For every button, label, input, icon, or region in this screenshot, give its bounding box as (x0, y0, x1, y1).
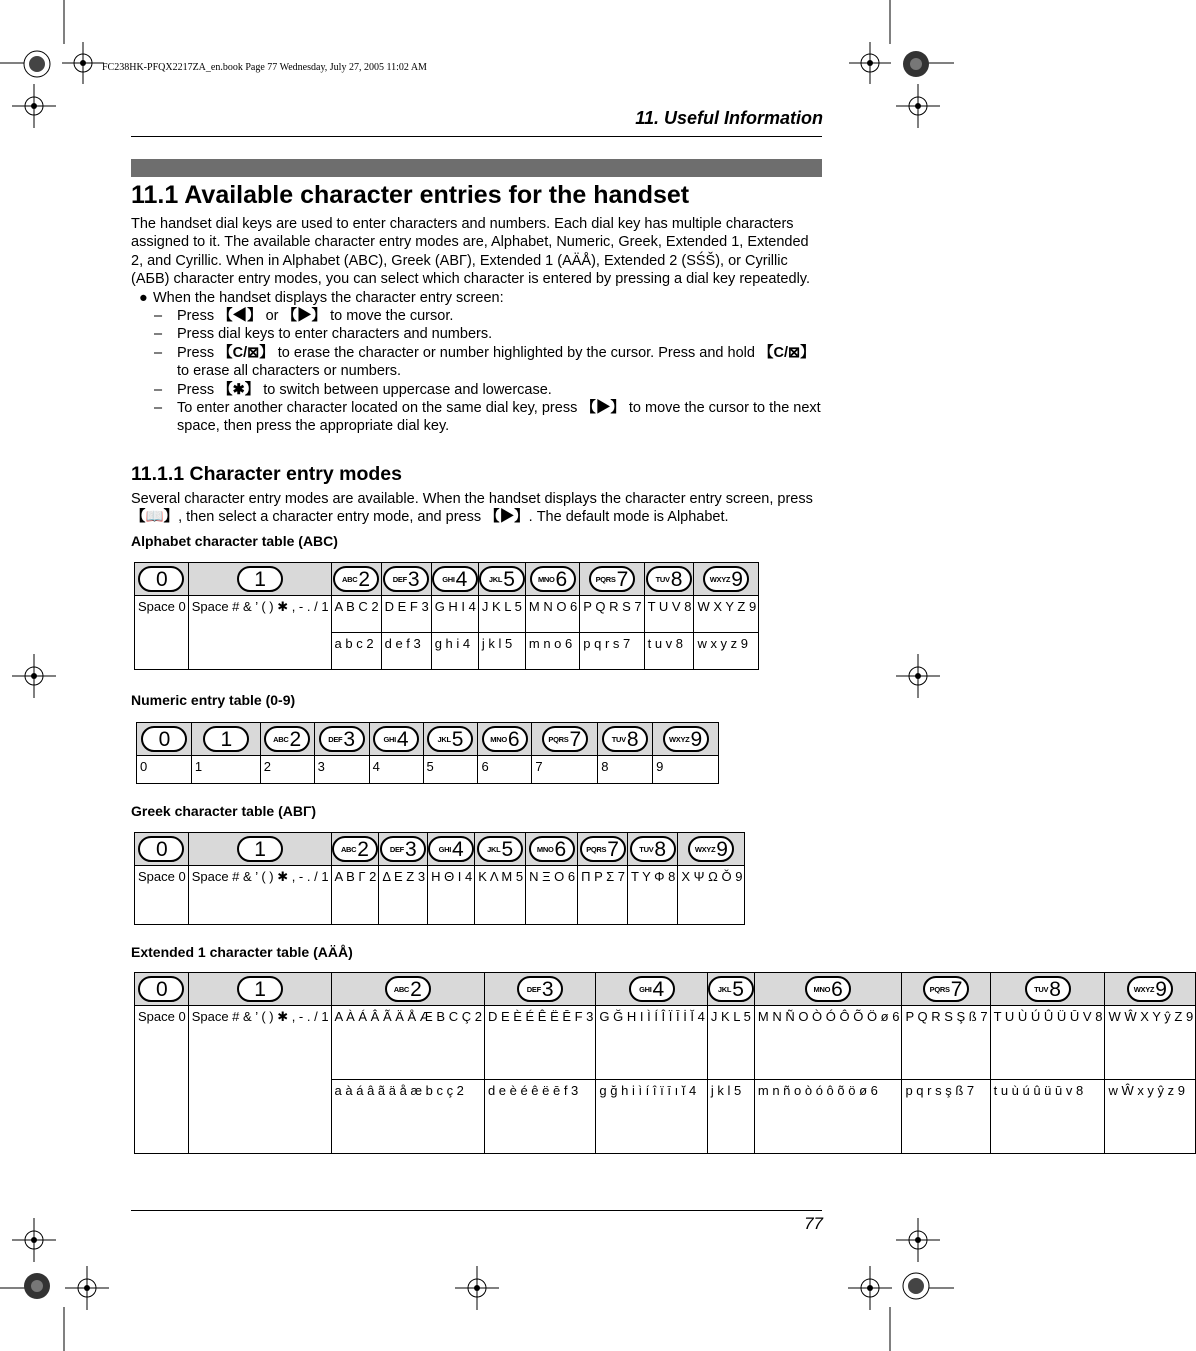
dial-key-letters: WXYZ (1133, 984, 1155, 994)
dial-key-9-icon (1127, 976, 1173, 1002)
dial-key-cell (1105, 973, 1196, 1006)
dial-key-digit: 6 (554, 837, 567, 861)
dial-key-digit: 3 (541, 977, 554, 1001)
dial-key-letters: TUV (611, 734, 626, 744)
dial-key-digit: 4 (652, 977, 665, 1001)
dial-key-6-icon (530, 566, 576, 592)
table-cell: p q r s ş ß 7 (902, 1080, 990, 1154)
table-cell: Τ Υ Φ 8 (628, 866, 678, 925)
table-cell: Χ Ψ Ω Ǒ 9 (678, 866, 745, 925)
dial-key-digit: 1 (254, 977, 266, 1001)
dial-key-cell (628, 833, 678, 866)
table-cell: W X Y Z 9 (694, 596, 759, 633)
dial-key-7-icon (580, 836, 626, 862)
dial-key-4-icon (373, 726, 419, 752)
table-cell: d e f 3 (381, 633, 431, 670)
table-cell: 5 (423, 756, 478, 784)
dial-key-letters: WXYZ (709, 574, 731, 584)
extended1-table-caption: Extended 1 character table (AÄÅ) (131, 944, 353, 960)
dial-key-letters: DEF (526, 984, 541, 994)
dial-key-cell (260, 723, 314, 756)
dial-key-digit: 0 (156, 977, 168, 1001)
bullet-item (131, 289, 823, 307)
step-item: – Press 【C/⊠】 to erase the character or number highlighted by the cursor. Press and hold 【C/⊠】 to erase all characters or numbers. (154, 344, 815, 380)
table-cell: w Ŵ x y ŷ z 9 (1105, 1080, 1196, 1154)
dial-key-cell (379, 833, 428, 866)
dial-key-digit: 2 (358, 567, 371, 591)
dial-key-digit: 8 (654, 837, 667, 861)
dial-key-cell (754, 973, 902, 1006)
dial-key-cell (475, 833, 526, 866)
dial-key-letters: MNO (537, 574, 555, 584)
dial-key-digit: 8 (670, 567, 683, 591)
dial-key-2-icon (333, 566, 379, 592)
dial-key-digit: 3 (343, 727, 355, 751)
table-cell: g h i 4 (431, 633, 478, 670)
bullet-text: When the handset displays the character entry screen: (153, 289, 504, 306)
greek-table-caption: Greek character table (ΑΒΓ) (131, 803, 317, 819)
dial-key-digit: 4 (455, 567, 468, 591)
dial-key-cell (381, 563, 431, 596)
dial-key-letters: ABC (342, 574, 358, 584)
dial-key-8-icon (630, 836, 676, 862)
dial-key-digit: 2 (289, 727, 302, 751)
dial-key-cell (331, 833, 379, 866)
dial-key-cell (191, 723, 260, 756)
dial-key-cell (596, 973, 707, 1006)
dial-key-5-icon (477, 836, 523, 862)
table-cell: j k l 5 (707, 1080, 754, 1154)
dial-key-4-icon (428, 836, 474, 862)
table-cell: j k l 5 (478, 633, 525, 670)
bullet-dot: ● (139, 289, 148, 306)
dial-key-8-icon (1025, 976, 1071, 1002)
dial-key-cell (532, 723, 598, 756)
star-key-icon: 【✱】 (218, 381, 260, 398)
dial-key-digit: 1 (220, 727, 233, 751)
dial-key-digit: 1 (254, 837, 266, 861)
greek-character-table (134, 832, 745, 925)
table-cell: P Q R S 7 (580, 596, 644, 633)
dial-key-letters: GHI (442, 574, 455, 584)
step-item: – To enter another character located on the same dial key, press 【▶】 to move the cursor to the next space, then press the appropriate dial key. (154, 400, 821, 435)
key-row (135, 833, 745, 866)
step-item: – Press dial keys to enter characters and numbers. (154, 326, 493, 343)
key-row (137, 723, 719, 756)
dial-key-letters: WXYZ (668, 734, 690, 744)
dial-key-letters: MNO (536, 844, 554, 854)
dial-key-letters: PQRS (595, 574, 616, 584)
dial-key-cell (135, 973, 189, 1006)
step-item: – Press 【✱】 to switch between uppercase and lowercase. (154, 381, 552, 398)
dial-key-5-icon (479, 566, 525, 592)
table-cell: P Q R S Ş ß 7 (902, 1006, 990, 1080)
numeric-table-caption: Numeric entry table (0-9) (131, 692, 296, 708)
dial-key-digit: 7 (607, 837, 619, 861)
dial-key-letters: JKL (487, 844, 501, 854)
table-cell: Space 0 (135, 596, 189, 670)
dial-key-6-icon (805, 976, 851, 1002)
table-cell: d e è é ê ë ē f 3 (484, 1080, 595, 1154)
dial-key-cell (331, 973, 484, 1006)
dial-key-3-icon (383, 566, 429, 592)
dial-key-cell (478, 723, 532, 756)
table-cell: G Ğ H I Ì Í Î Ï Ī İ Ĭ 4 (596, 1006, 707, 1080)
numeric-entry-table (136, 722, 719, 784)
dial-key-2-icon (385, 976, 431, 1002)
dial-key-7-icon (589, 566, 635, 592)
dial-key-digit: 7 (569, 727, 582, 751)
table-cell: Space # & ’ ( ) ✱ , - . / 1 (188, 596, 331, 670)
dial-key-0-icon (138, 566, 184, 592)
dial-key-letters: JKL (717, 984, 732, 994)
dial-key-2-icon (332, 836, 378, 862)
dial-key-5-icon (708, 976, 754, 1002)
left-key-icon: 【◀】 (218, 308, 262, 325)
dial-key-1-icon (237, 566, 283, 592)
page-number: 77 (804, 1214, 823, 1233)
table-cell: 2 (260, 756, 314, 784)
table-cell: t u ù ú û ü ū v 8 (990, 1080, 1105, 1154)
dial-key-letters: TUV (639, 844, 654, 854)
dial-key-9-icon (663, 726, 709, 752)
table-cell: J K L 5 (707, 1006, 754, 1080)
header-rule (131, 136, 822, 137)
dial-key-letters: JKL (437, 734, 451, 744)
dial-key-digit: 9 (731, 567, 743, 591)
alphabet-character-table (134, 562, 759, 670)
table-cell: m n ñ o ò ó ô õ ö ø 6 (754, 1080, 902, 1154)
dial-key-letters: GHI (383, 734, 396, 744)
dial-key-letters: ABC (340, 844, 357, 854)
section-header: 11. Useful Information (635, 108, 823, 128)
table-cell: g ğ h i ì í î ï ī ı ĭ 4 (596, 1080, 707, 1154)
dial-key-cell (478, 563, 525, 596)
table-cell: 0 (137, 756, 192, 784)
page-title: 11.1 Available character entries for the handset (131, 181, 690, 209)
dial-key-cell (902, 973, 990, 1006)
dial-key-cell (137, 723, 192, 756)
dial-key-0-icon (138, 976, 184, 1002)
dial-key-digit: 9 (690, 727, 703, 751)
dial-key-1-icon (203, 726, 249, 752)
dial-key-digit: 0 (158, 727, 171, 751)
table-cell: D E F 3 (381, 596, 431, 633)
table-cell: J K L 5 (478, 596, 525, 633)
dial-key-cell (990, 973, 1105, 1006)
dial-key-digit: 1 (254, 567, 266, 591)
print-info: FC238HK-PFQX2217ZA_en.book Page 77 Wednesday, July 27, 2005 11:02 AM (102, 62, 427, 73)
table-cell: Space # & ’ ( ) ✱ , - . / 1 (188, 1006, 331, 1154)
right-key-icon: 【▶】 (485, 509, 529, 526)
dial-key-digit: 9 (716, 837, 728, 861)
footer-rule (131, 1210, 822, 1211)
dial-key-cell (644, 563, 694, 596)
dial-key-1-icon (237, 836, 283, 862)
dial-key-letters: GHI (639, 984, 652, 994)
subsection-title: 11.1.1 Character entry modes (131, 463, 402, 485)
key-row (135, 973, 1196, 1006)
dial-key-letters: JKL (488, 574, 503, 584)
step-item: – Press 【◀】 or 【▶】 to move the cursor. (154, 308, 454, 325)
dial-key-letters: TUV (655, 574, 670, 584)
table-cell: T U Ù Ú Û Ü Ū V 8 (990, 1006, 1105, 1080)
dial-key-3-icon (380, 836, 426, 862)
table-cell: M N Ñ O Ò Ó Ô Õ Ö ø 6 (754, 1006, 902, 1080)
dial-key-cell (369, 723, 423, 756)
dial-key-letters: PQRS (929, 984, 950, 994)
dial-key-letters: WXYZ (694, 844, 716, 854)
table-cell: T U V 8 (644, 596, 694, 633)
table-cell: A À Á Â Ã Ä Å Æ B C Ç 2 (331, 1006, 484, 1080)
dial-key-letters: GHI (438, 844, 452, 854)
dial-key-cell (578, 833, 628, 866)
right-key-icon: 【▶】 (581, 400, 625, 417)
table-cell: A B C 2 (331, 596, 381, 633)
dial-key-digit: 2 (410, 977, 422, 1001)
dial-key-cell (428, 833, 475, 866)
dial-key-cell (653, 723, 719, 756)
dial-key-cell (678, 833, 745, 866)
table-cell: G H I 4 (431, 596, 478, 633)
dial-key-0-icon (138, 836, 184, 862)
table-cell: 9 (653, 756, 719, 784)
dial-key-letters: PQRS (586, 844, 607, 854)
table-cell: 6 (478, 756, 532, 784)
table-cell: Space 0 (135, 866, 189, 925)
table-cell: Η Θ Ι 4 (428, 866, 475, 925)
dial-key-cell (423, 723, 478, 756)
dial-key-digit: 8 (1049, 977, 1061, 1001)
dial-key-cell (188, 833, 331, 866)
table-cell: M N O 6 (525, 596, 579, 633)
dial-key-cell (135, 563, 189, 596)
dial-key-letters: DEF (328, 734, 343, 744)
table-cell: w x y z 9 (694, 633, 759, 670)
dial-key-3-icon (319, 726, 365, 752)
table-cell: Κ Λ Μ 5 (475, 866, 526, 925)
dial-key-letters: MNO (813, 984, 831, 994)
dial-key-cell (525, 563, 579, 596)
dial-key-4-icon (432, 566, 478, 592)
dial-key-cell (484, 973, 595, 1006)
dial-key-4-icon (629, 976, 675, 1002)
clear-key-icon: 【C/⊠】 (218, 344, 274, 361)
modes-paragraph: Several character entry modes are available. When the handset displays the character entry screen, press 【📖】, then select a character entry mode, and press 【▶】. The default mode is Alphabet. (131, 491, 813, 526)
dial-key-cell (694, 563, 759, 596)
extended1-character-table (134, 972, 1196, 1154)
dial-key-cell (188, 563, 331, 596)
table-cell: p q r s 7 (580, 633, 644, 670)
dial-key-digit: 5 (503, 567, 515, 591)
dial-key-cell (431, 563, 478, 596)
intro-block (131, 215, 823, 436)
key-row (135, 563, 759, 596)
dial-key-letters: PQRS (548, 734, 569, 744)
table-cell: Space # & ’ ( ) ✱ , - . / 1 (188, 866, 331, 925)
dial-key-cell (526, 833, 578, 866)
dial-key-digit: 8 (626, 727, 639, 751)
dial-key-letters: DEF (392, 574, 407, 584)
title-bar (131, 159, 822, 177)
dial-key-9-icon (688, 836, 734, 862)
dial-key-8-icon (602, 726, 648, 752)
dial-key-digit: 5 (501, 837, 514, 861)
intro-paragraph: The handset dial keys are used to enter characters and numbers. Each dial key has multiple characters assigned to it. The available character entry modes are, Alphabet, Numeric, Greek, Extended 1, Extended 2, and Cyrillic. When in Alphabet (ABC), Greek (ΑΒΓ), Extended 1 (AÄÅ), Extended 2 (SŚŠ), or Cyrillic (АБВ) character entry modes, you can select which character is entered by pressing a dial key repeatedly. (131, 216, 810, 288)
table-cell: Ν Ξ Ο 6 (526, 866, 578, 925)
dial-key-digit: 7 (616, 567, 629, 591)
table-cell: 1 (191, 756, 260, 784)
dial-key-7-icon (923, 976, 969, 1002)
dial-key-digit: 5 (451, 727, 464, 751)
table-cell: Space 0 (135, 1006, 189, 1154)
dial-key-letters: MNO (490, 734, 507, 744)
right-key-icon: 【▶】 (282, 308, 327, 325)
table-cell: 8 (598, 756, 653, 784)
alphabet-table-caption: Alphabet character table (ABC) (131, 533, 338, 549)
dial-key-7-icon (542, 726, 588, 752)
table-cell: a b c 2 (331, 633, 381, 670)
dial-key-digit: 3 (404, 837, 417, 861)
table-cell: W Ŵ X Y ŷ Z 9 (1105, 1006, 1196, 1080)
table-cell: 4 (369, 756, 423, 784)
dial-key-cell (314, 723, 369, 756)
dial-key-cell (331, 563, 381, 596)
table-cell: m n o 6 (525, 633, 579, 670)
table-cell: 3 (314, 756, 369, 784)
dial-key-9-icon (703, 566, 749, 592)
dial-key-digit: 2 (357, 837, 369, 861)
dial-key-digit: 7 (950, 977, 963, 1001)
dial-key-6-icon (482, 726, 528, 752)
dial-key-cell (598, 723, 653, 756)
dial-key-digit: 6 (831, 977, 843, 1001)
table-cell: 7 (532, 756, 598, 784)
dial-key-cell (188, 973, 331, 1006)
dial-key-digit: 0 (156, 837, 168, 861)
dial-key-cell (135, 833, 189, 866)
table-cell: Π Ρ Σ 7 (578, 866, 628, 925)
dial-key-cell (580, 563, 644, 596)
dial-key-digit: 4 (452, 837, 464, 861)
dial-key-digit: 0 (156, 567, 168, 591)
dial-key-letters: TUV (1034, 984, 1049, 994)
dial-key-2-icon (264, 726, 310, 752)
dial-key-letters: DEF (389, 844, 404, 854)
dial-key-6-icon (529, 836, 575, 862)
dial-key-digit: 6 (555, 567, 568, 591)
dial-key-letters: ABC (393, 984, 410, 994)
dial-key-cell (707, 973, 754, 1006)
dial-key-0-icon (141, 726, 187, 752)
dial-key-5-icon (427, 726, 473, 752)
table-cell: D E È É Ê Ë Ē F 3 (484, 1006, 595, 1080)
dial-key-digit: 3 (407, 567, 420, 591)
dial-key-1-icon (237, 976, 283, 1002)
dial-key-3-icon (517, 976, 563, 1002)
dial-key-letters: ABC (273, 734, 289, 744)
table-cell: Α Β Γ 2 (331, 866, 379, 925)
phonebook-key-icon: 【📖】 (131, 509, 179, 526)
clear-key-icon: 【C/⊠】 (758, 344, 815, 361)
dial-key-digit: 6 (507, 727, 520, 751)
dial-key-8-icon (646, 566, 692, 592)
dial-key-digit: 4 (396, 727, 409, 751)
table-cell: a à á â ã ä å æ b c ç 2 (331, 1080, 484, 1154)
dial-key-digit: 5 (732, 977, 744, 1001)
table-cell: t u v 8 (644, 633, 694, 670)
table-cell: Δ Ε Ζ 3 (379, 866, 428, 925)
dial-key-digit: 9 (1155, 977, 1167, 1001)
